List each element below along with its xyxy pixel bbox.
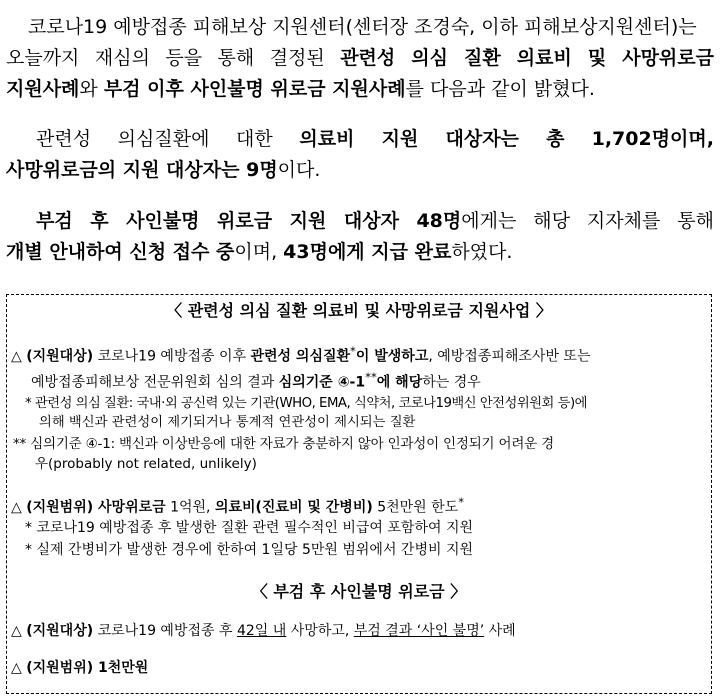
bold-text: 사망위로금 [93,499,166,516]
box-title-autopsy-consolation [7,579,711,602]
box-title-support-program [7,298,711,321]
bold-text: 에 해당 [376,374,423,391]
bold-text: 심의기준 ④-1 [278,374,366,391]
section-autopsy-target [11,620,516,640]
text-span: 예방접종피해보상 전문위원회 심의 결과 [31,374,279,391]
section-label: (지원대상) [26,623,94,639]
section-label: (지원범위) [26,660,94,676]
paragraph-2 [6,124,714,186]
footnote-2-line-1 [13,432,554,452]
footnote-mark: * [458,495,465,509]
bold-text: 부검 이후 사인불명 위로금 지원사례 [103,78,406,100]
paragraph-1-line-2 [6,43,714,74]
paragraph-3-line-1 [6,206,714,237]
text-span: 코로나19 예방접종 피해보상 지원센터(센터장 조경숙, 이하 피해보상지원센터)는 [28,16,697,38]
footnote-2-line-2 [35,452,257,472]
bold-text: 부검 후 사인불명 위로금 지원 대상자 48명 [36,210,462,232]
bold-text: 43명에게 지급 완료 [283,241,452,263]
text-span: 5천만원 한도 [372,499,459,516]
paragraph-2-line-2 [6,155,714,186]
text-span: 와 [79,78,104,100]
triangle-marker: △ [11,348,22,365]
bold-text: 관련성 의심질환 [250,348,351,365]
text-span: 이며, [234,241,284,263]
bold-text: 1천만원 [93,660,149,676]
section-label: (지원범위) [26,499,94,516]
text-span: 관련성 의심질환에 대한 [36,128,300,150]
triangle-marker: △ [11,499,22,516]
text-span: 우(probably not related, unlikely) [35,456,257,472]
bold-text: 〈 관련성 의심 질환 의료비 및 사망위로금 지원사업 〉 [166,301,552,320]
section-support-scope [11,495,464,517]
scope-note-2 [25,539,473,559]
bold-text: 관련성 의심 질환 의료비 및 사망위로금 [340,47,714,69]
text-span: 코로나19 예방접종 이후 [93,348,251,365]
footnote-mark: ** [365,370,377,384]
section-label: (지원대상) [26,348,94,365]
footnote-1-line-1 [25,392,587,411]
text-span: 1억원, [165,499,215,516]
underlined-text: 42일 내 [236,623,287,639]
bold-text: 이 발생하고 [355,348,429,365]
paragraph-3 [6,206,714,268]
info-box [6,294,712,694]
bold-text: 의료비(진료비 및 간병비) [214,499,373,516]
paragraph-2-line-1 [6,124,714,155]
footnote-1-line-2 [39,411,415,430]
section-support-target-line-2 [31,370,481,392]
bold-text: 〈 부검 후 사인불명 위로금 〉 [251,582,467,601]
text-span: 이다. [277,159,321,181]
bold-text: 의료비 지원 대상자는 총 1,702명이며, [299,128,714,150]
bold-text: 개별 안내하여 신청 접수 중 [6,241,235,263]
text-span: 의해 백신과 관련성이 제기되거나 통계적 연관성이 제시되는 질환 [39,415,416,430]
scope-note-1 [25,517,473,537]
text-span: 코로나19 예방접종 후 [93,623,237,639]
bold-text: 사망위로금의 지원 대상자는 9명 [6,159,278,181]
text-span: 하였다. [451,241,513,263]
text-span: 사례 [484,623,516,639]
paragraph-1-line-3 [6,74,714,105]
text-span: 를 다음과 같이 밝혔다. [405,78,595,100]
paragraph-1 [6,12,714,105]
text-span: 하는 경우 [422,374,481,391]
section-autopsy-scope [11,657,148,677]
triangle-marker: △ [11,660,22,676]
text-span: , 예방접종피해조사반 또는 [428,348,591,365]
text-span: 오늘까지 재심의 등을 통해 결정된 [6,47,341,69]
text-span: * 관련성 의심 질환: 국내·외 공신력 있는 기관(WHO, EMA, 식약처, 코로나19백신 안전성위원회 등)에 [25,396,588,411]
section-support-target [11,344,590,366]
text-span: * 코로나19 예방접종 후 발생한 질환 관련 필수적인 비급여 포함하여 지원 [25,520,473,536]
text-span: ** 심의기준 ④-1: 백신과 이상반응에 대한 자료가 충분하지 않아 인과성이 인정되기 어려운 경 [13,436,554,452]
paragraph-1-line-1 [6,12,714,43]
triangle-marker: △ [11,623,22,639]
paragraph-3-line-2 [6,237,714,268]
footnote-mark: * [350,344,356,358]
text-span: 사망하고, [286,623,354,639]
text-span: * 실제 간병비가 발생한 경우에 한하여 1일당 5만원 범위에서 간병비 지원 [25,542,473,558]
text-span: 에게는 해당 지자체를 통해 [461,210,715,232]
underlined-text: 부검 결과 ‘사인 불명’ [353,623,485,639]
bold-text: 지원사례 [6,78,80,100]
